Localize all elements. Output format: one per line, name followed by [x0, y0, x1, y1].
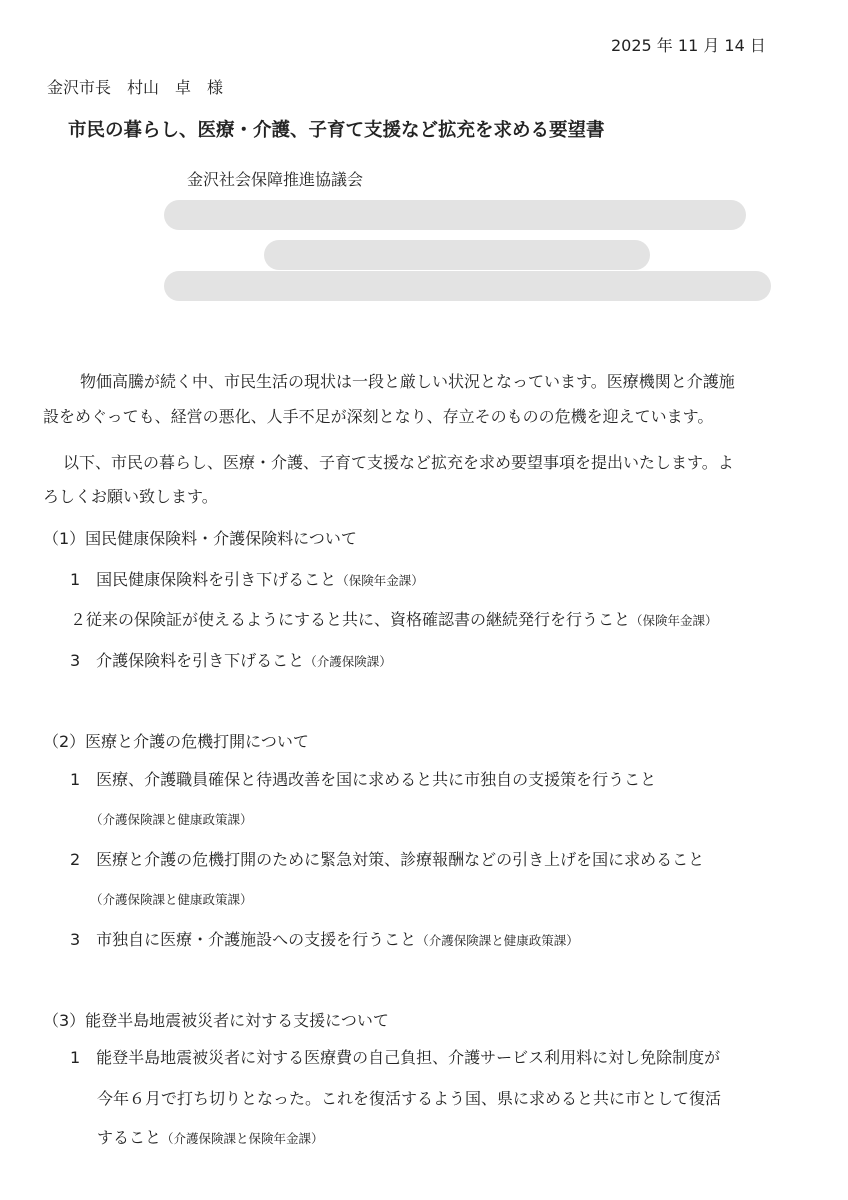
intro-line-3: 以下、市民の暮らし、医療・介護、子育て支援など拡充を求め要望事項を提出いたします。よ	[63, 453, 734, 472]
section-1-heading: （1）国民健康保険料・介護保険料について	[43, 529, 357, 548]
section-1-item-2	[70, 610, 718, 631]
item-text: ２従来の保険証が使えるようにすると共に、資格確認書の継続発行を行うこと	[70, 610, 631, 629]
redacted-block-2	[264, 240, 650, 270]
section-2-item-3	[70, 930, 579, 951]
section-3-item-1-line-1: 1 能登半島地震被災者に対する医療費の自己負担、介護サービス利用料に対し免除制度が	[70, 1048, 721, 1067]
section-2-item-2: 2 医療と介護の危機打開のために緊急対策、診療報酬などの引き上げを国に求めること	[70, 850, 705, 869]
section-3-item-1-line-2: 今年６月で打ち切りとなった。これを復活するよう国、県に求めると共に市として復活	[97, 1089, 722, 1108]
section-2-item-1-department: （介護保険課と健康政策課）	[90, 812, 253, 827]
section-1-item-3	[70, 651, 392, 672]
item-department: （保険年金課）	[630, 613, 718, 628]
redacted-block-3	[164, 271, 771, 301]
section-3-heading: （3）能登半島地震被災者に対する支援について	[43, 1011, 389, 1030]
section-3-item-1-line-3	[97, 1128, 324, 1149]
addressee: 金沢市長 村山 卓 様	[47, 78, 224, 97]
item-department: （介護保険課）	[304, 654, 392, 669]
section-2-heading: （2）医療と介護の危機打開について	[43, 732, 309, 751]
item-text: 3 市独自に医療・介護施設への支援を行うこと	[70, 930, 417, 949]
intro-line-1: 物価高騰が続く中、市民生活の現状は一段と厳しい状況となっています。医療機関と介護施	[80, 372, 735, 391]
section-2-item-2-department: （介護保険課と健康政策課）	[90, 892, 253, 907]
intro-line-4: ろしくお願い致します。	[43, 487, 218, 506]
document-date: 2025 年 11 月 14 日	[611, 36, 766, 55]
item-text: 3 介護保険料を引き下げること	[70, 651, 305, 670]
intro-line-2: 設をめぐっても、経営の悪化、人手不足が深刻となり、存立そのものの危機を迎えています。	[43, 407, 714, 426]
section-2-item-1: 1 医療、介護職員確保と待遇改善を国に求めると共に市独自の支援策を行うこと	[70, 770, 657, 789]
item-department: （介護保険課と健康政策課）	[416, 933, 579, 948]
section-1-item-1	[70, 570, 424, 591]
item-department: （介護保険課と保険年金課）	[161, 1131, 324, 1146]
item-text: すること	[97, 1128, 162, 1147]
item-department: （保険年金課）	[336, 573, 424, 588]
sender-name: 金沢社会保障推進協議会	[187, 170, 364, 189]
redacted-block-1	[164, 200, 746, 230]
item-text: 1 国民健康保険料を引き下げること	[70, 570, 337, 589]
document-title: 市民の暮らし、医療・介護、子育て支援など拡充を求める要望書	[68, 120, 605, 141]
